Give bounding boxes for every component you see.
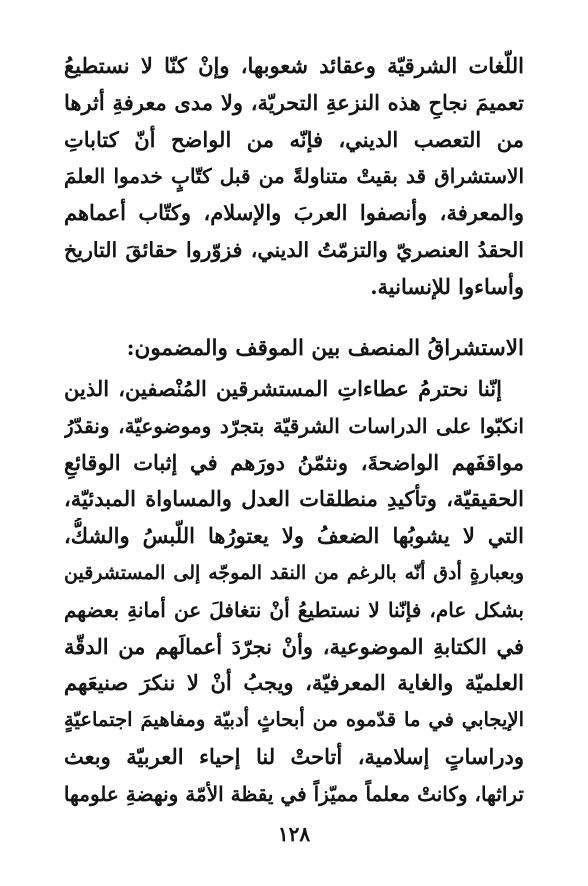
text-line: الإيجابي في ما قدّموه من أبحاثٍ أدبيّة ومفاهيمَ اجتماعيّةٍ (64, 708, 524, 732)
text-line: الاستشراق قد بقيتْ متناولةً من قبل كتّابٍ خدموا العلمَ (64, 164, 524, 189)
text-line: وبعبارةٍ أدق أنّه بالرغم من النقد الموجّه إلى المستشرقين (64, 561, 524, 584)
text-line: اللّغات الشرقيّة وعقائد شعوبها، وإنْ كنّا لا نستطيعُ (64, 53, 524, 78)
text-line: في الكتابةِ الموضوعية، وأنْ نجرّدَ أعمالَهم من الدقّة (64, 633, 524, 659)
text-line: ودراساتٍ إسلامية، أتاحتْ لنا إحياء العربيّة وبعث (64, 743, 524, 769)
text-line: والمعرفة، وأنصفوا العربَ والإسلام، وكتّاب أعماهم (64, 200, 524, 226)
text-line: بشكل عام، فإنّنا لا نستطيعُ أنْ نتغافلَ عن أمانةِ بعضهم (64, 597, 524, 622)
text-line: إنّنا نحترمُ عطاءاتِ المستشرقين المُنْصفين، الذين (64, 376, 502, 401)
text-line: تراثها، وكانتْ معلماً مميّزاً في يقظة الأمّة ونهضةِ علومها (64, 781, 524, 806)
page-number: ١٢٨ (277, 822, 311, 846)
paragraph-2 (64, 371, 524, 813)
text-line: انكبّوا على الدراسات الشرقيّة بتجرّد وموضوعيّة، ونقدّرُ (64, 413, 524, 438)
text-line: مواقفَهم الواضحةَ، ونثمّنُ دورَهم في إثبات الوقائعِ (64, 449, 524, 475)
text-line: الحقيقيّة، وتأكيدِ منطلقات العدل والمساواة المبدئيّة، (64, 486, 524, 512)
text-line: التي لا يشوبُها الضعفُ ولا يعتورُها اللّبسُ والشكُّ، (64, 523, 524, 549)
text-line: تعميمَ نجاحِ هذه النزعةِ التحريّة، ولا مدى معرفةِ أثرها (64, 89, 524, 115)
text-line: وأساءوا للإنسانية. (370, 273, 524, 299)
section-heading: الاستشراقُ المنصف بين الموقف والمضمون: (126, 336, 524, 361)
paragraph-1 (64, 48, 524, 306)
text-line: الحقدُ العنصريّ والتزمّتُ الديني، فزوّروا حقائقَ التاريخ (64, 237, 524, 262)
text-line: العلميّة والغاية المعرفيّة، ويجبُ أنْ لا ننكرَ صنيعَهم (64, 670, 524, 696)
text-line: من التعصب الديني، فإنّه من الواضح أنّ كتاباتِ (64, 126, 524, 152)
